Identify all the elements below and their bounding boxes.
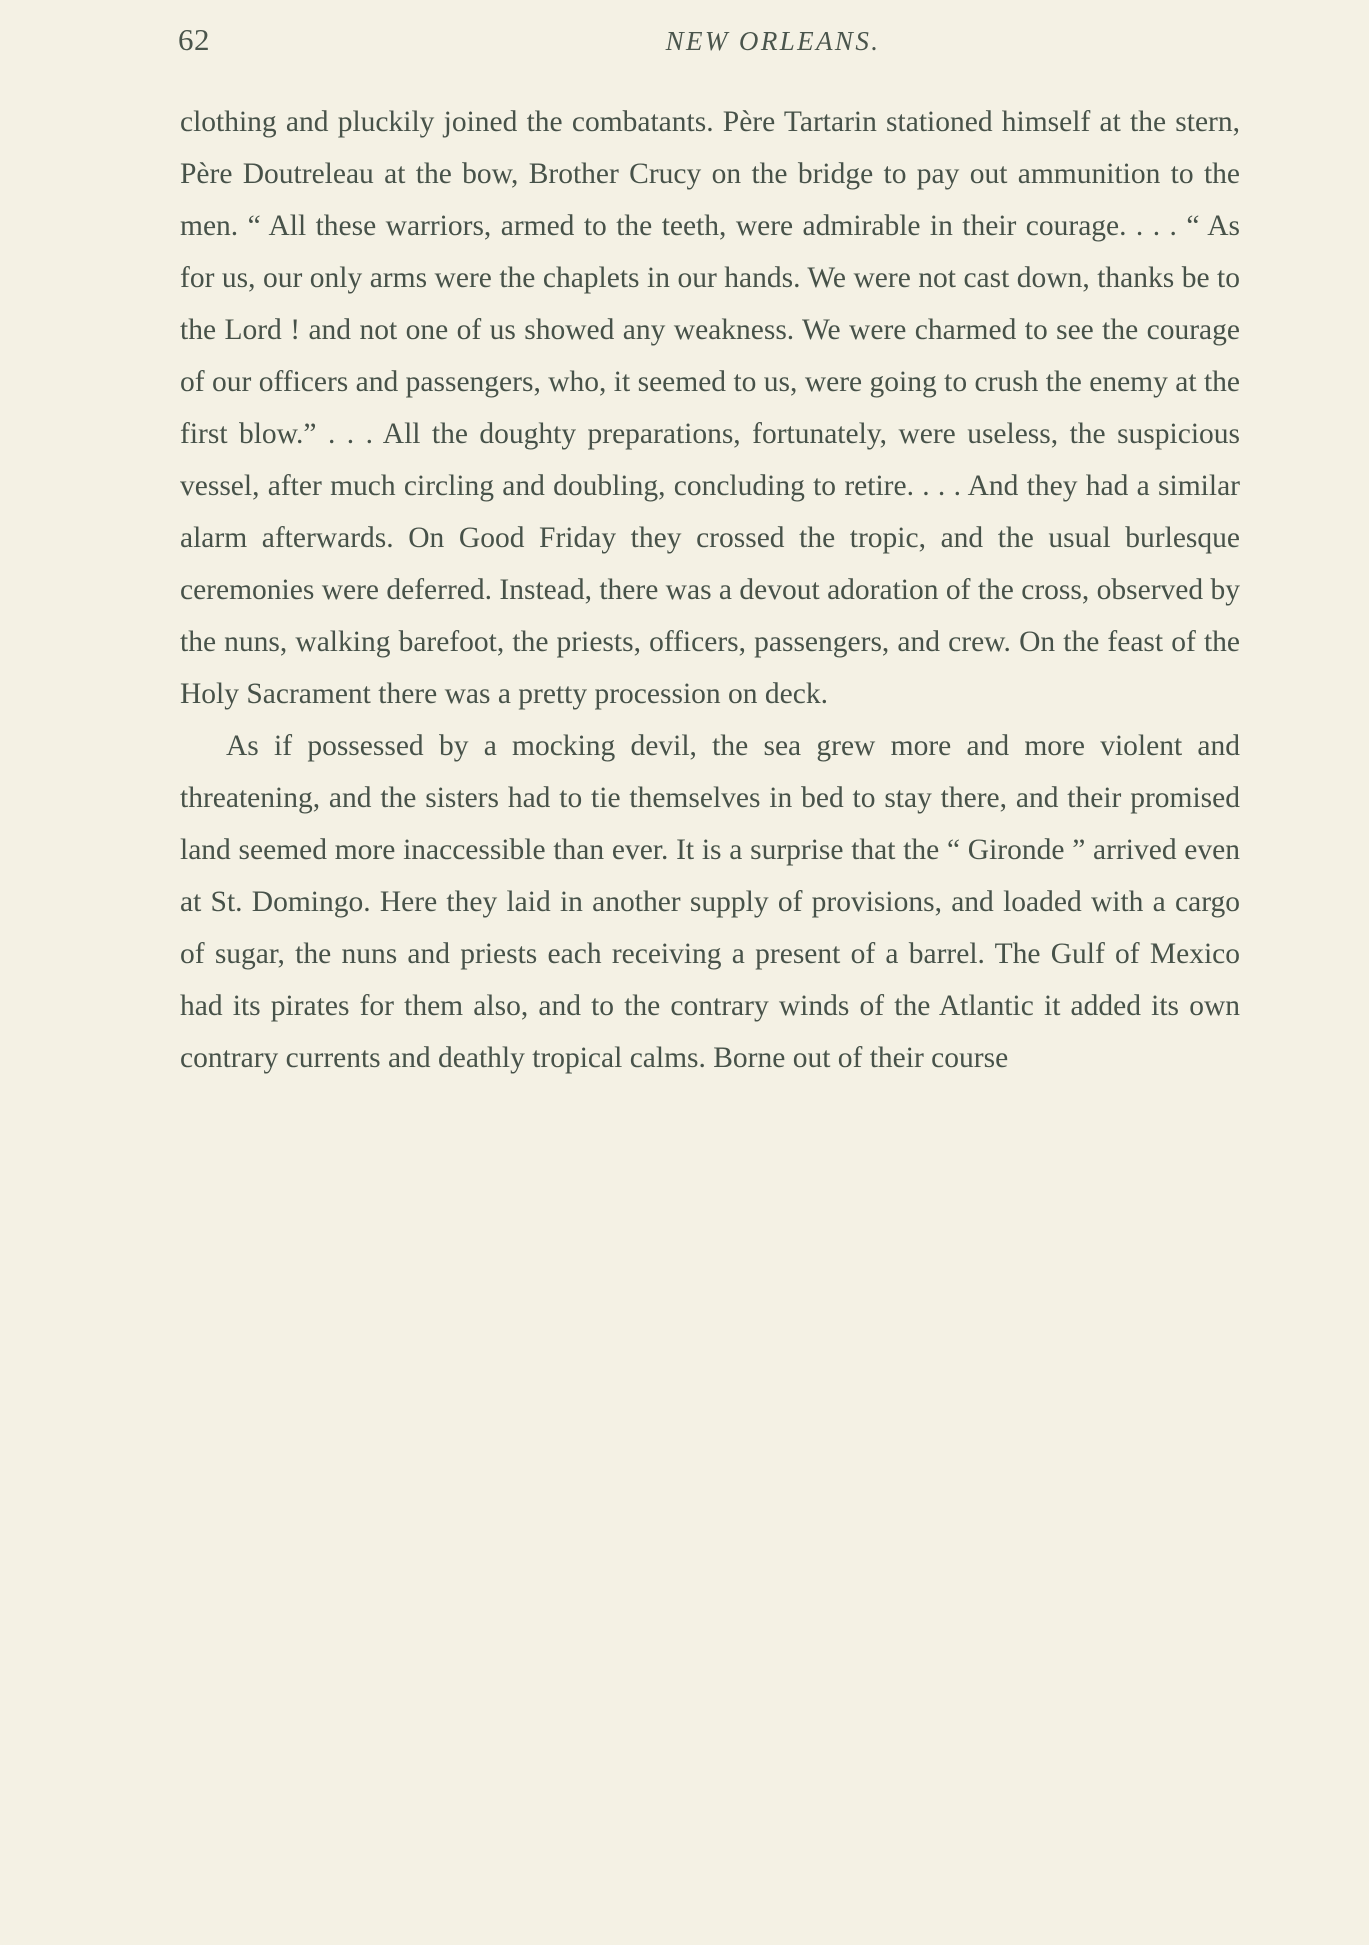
paragraph: As if possessed by a mocking devil, the sea grew more and more violent and threatening, and the sisters had to tie themselves in bed to stay there, and their promised land seemed more inaccessible than ever. It is a surprise that the “ Gironde ” arrived even at St. Domingo. Here they laid in another supply of provisions, and loaded with a cargo of sugar, the nuns and priests each receiving a present of a barrel. The Gulf of Mexico had its pirates for them also, and to the contrary winds of the Atlantic it added its own contrary currents and deathly tropical calms. Borne out of their course <box>180 730 1240 1074</box>
page-number: 62 <box>178 22 210 57</box>
running-head: NEW ORLEANS. <box>665 26 881 56</box>
page-header <box>178 22 1248 64</box>
page-body <box>180 96 1240 1084</box>
paragraph: clothing and pluckily joined the combatants. Père Tartarin stationed himself at the stern, Père Doutreleau at the bow, Brother Crucy on the bridge to pay out ammunition to the men. “ All these warriors, armed to the teeth, were admirable in their courage. . . . “ As for us, our only arms were the chaplets in our hands. We were not cast down, thanks be to the Lord ! and not one of us showed any weakness. We were charmed to see the courage of our officers and passengers, who, it seemed to us, were going to crush the enemy at the first blow.” . . . All the doughty preparations, fortunately, were useless, the suspicious vessel, after much circling and doubling, concluding to retire. . . . And they had a similar alarm afterwards. On Good Friday they crossed the tropic, and the usual burlesque ceremonies were deferred. Instead, there was a devout adoration of the cross, observed by the nuns, walking barefoot, the priests, officers, passengers, and crew. On the feast of the Holy Sacrament there was a pretty procession on deck. <box>180 106 1240 710</box>
